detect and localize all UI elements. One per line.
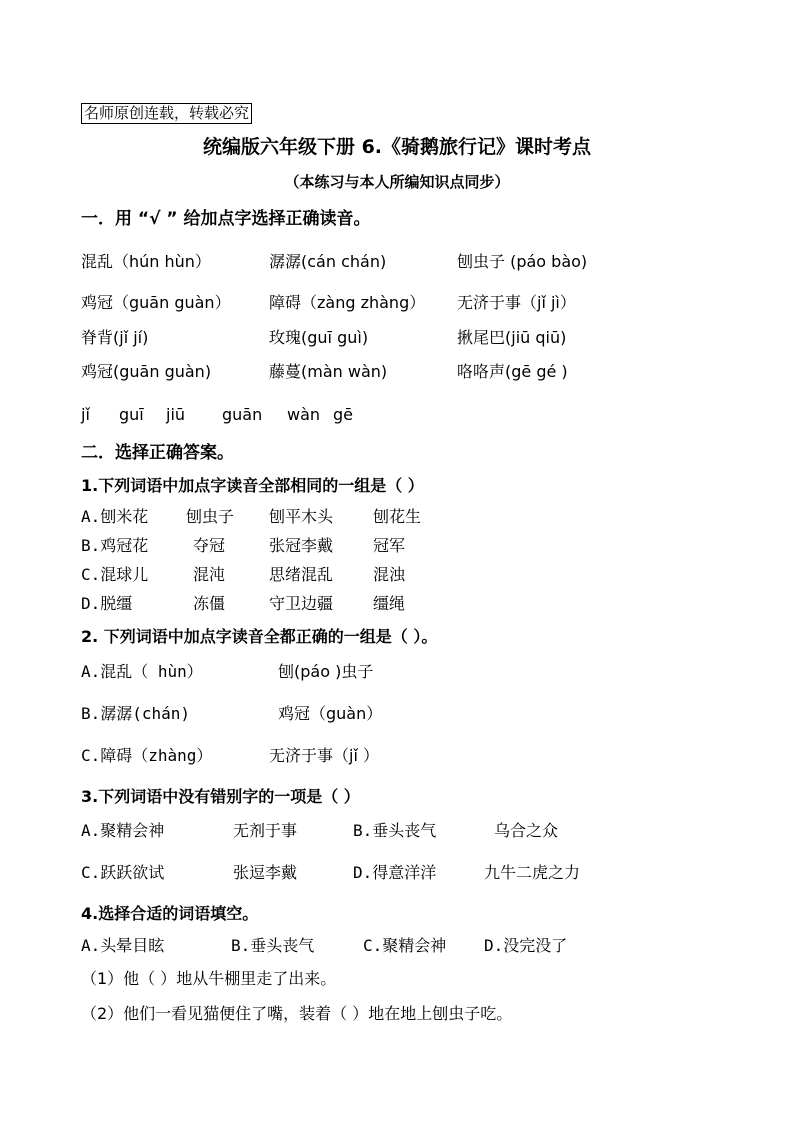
q1-option: D.脱缰 — [81, 594, 133, 613]
question-4: 4.选择合适的词语填空。 — [81, 904, 259, 923]
answer-pinyin: guān — [222, 405, 263, 424]
q3-option-word: 张逗李戴 — [233, 863, 298, 882]
q1-option-word: 刨平木头 — [269, 507, 334, 526]
section1-heading: 一．用 “√ ” 给加点字选择正确读音。 — [81, 209, 371, 229]
pinyin-item: 潺潺(cán chán) — [269, 252, 387, 271]
answer-pinyin: jiū — [166, 405, 186, 424]
q1-option-word: 刨虫子 — [186, 507, 235, 526]
q3-option-word: 九牛二虎之力 — [484, 863, 581, 882]
q1-option-word: 缰绳 — [373, 594, 406, 613]
pinyin-item: 障碍（zàng zhàng） — [269, 293, 426, 312]
q4-blank-2: （2）他们一看见猫便住了嘴，装着（ ）地在地上刨虫子吃。 — [81, 1004, 513, 1023]
q3-option: A.聚精会神 — [81, 821, 165, 840]
q1-option: C.混球儿 — [81, 565, 149, 584]
question-2: 2. 下列词语中加点字读音全都正确的一组是（ ）。 — [81, 627, 438, 646]
pinyin-item: 无济于事（jǐ jì） — [457, 293, 576, 312]
question-1: 1.下列词语中加点字读音全部相同的一组是（ ） — [81, 476, 424, 495]
q1-option-word: 刨花生 — [373, 507, 422, 526]
q1-option-word: 混浊 — [373, 565, 406, 584]
answer-pinyin: wàn — [287, 405, 321, 424]
q4-option: B.垂头丧气 — [231, 936, 315, 955]
q2-option-word: 鸡冠（guàn） — [278, 704, 383, 723]
q1-option: B.鸡冠花 — [81, 536, 149, 555]
answer-pinyin: gē — [333, 405, 353, 424]
q4-blank-1: （1）他（ ）地从牛棚里走了出来。 — [81, 969, 337, 988]
q4-option: D.没完没了 — [484, 936, 568, 955]
q2-option: B.潺潺(chán) — [81, 704, 191, 723]
q1-option-word: 冠军 — [373, 536, 406, 555]
copyright-stamp: 名师原创连载，转载必究 — [81, 103, 252, 124]
q2-option: C.障碍（zhàng） — [81, 746, 213, 765]
q2-option: A.混乱（ hùn） — [81, 662, 203, 681]
q2-option-word: 无济于事（jǐ ） — [269, 746, 379, 765]
section2-heading: 二．选择正确答案。 — [81, 443, 234, 463]
answer-pinyin: guī — [119, 405, 144, 424]
page-subtitle: （本练习与本人所编知识点同步） — [284, 173, 510, 191]
question-3: 3.下列词语中没有错别字的一项是（ ） — [81, 787, 360, 806]
page-title: 统编版六年级下册 6.《骑鹅旅行记》课时考点 — [202, 136, 592, 158]
pinyin-item: 刨虫子 (páo bào) — [457, 252, 588, 271]
q3-option: C.跃跃欲试 — [81, 863, 165, 882]
q4-option: C.聚精会神 — [363, 936, 447, 955]
pinyin-item: 藤蔓(màn wàn) — [269, 362, 388, 381]
q3-option: D.得意洋洋 — [353, 863, 437, 882]
answer-pinyin: jǐ — [81, 405, 90, 424]
q3-option-word: 无剂于事 — [233, 821, 298, 840]
q1-option-word: 张冠李戴 — [269, 536, 334, 555]
q3-option: B.垂头丧气 — [353, 821, 437, 840]
q3-option-word: 乌合之众 — [494, 821, 559, 840]
pinyin-item: 脊背(jǐ jí) — [81, 328, 149, 347]
pinyin-item: 混乱（hún hùn） — [81, 252, 211, 271]
q1-option-word: 守卫边疆 — [269, 594, 334, 613]
q1-option-word: 思绪混乱 — [269, 565, 334, 584]
q1-option-word: 冻僵 — [193, 594, 226, 613]
q4-option: A.头晕目眩 — [81, 936, 165, 955]
q1-option: A.刨米花 — [81, 507, 149, 526]
q2-option-word: 刨(páo )虫子 — [278, 662, 374, 681]
pinyin-item: 揪尾巴(jiū qiū) — [457, 328, 567, 347]
pinyin-item: 咯咯声(gē gé ) — [457, 362, 568, 381]
q1-option-word: 夺冠 — [193, 536, 226, 555]
pinyin-item: 玫瑰(guī guì) — [269, 328, 369, 347]
pinyin-item: 鸡冠（guān guàn） — [81, 293, 231, 312]
pinyin-item: 鸡冠(guān guàn) — [81, 362, 212, 381]
q1-option-word: 混沌 — [193, 565, 226, 584]
